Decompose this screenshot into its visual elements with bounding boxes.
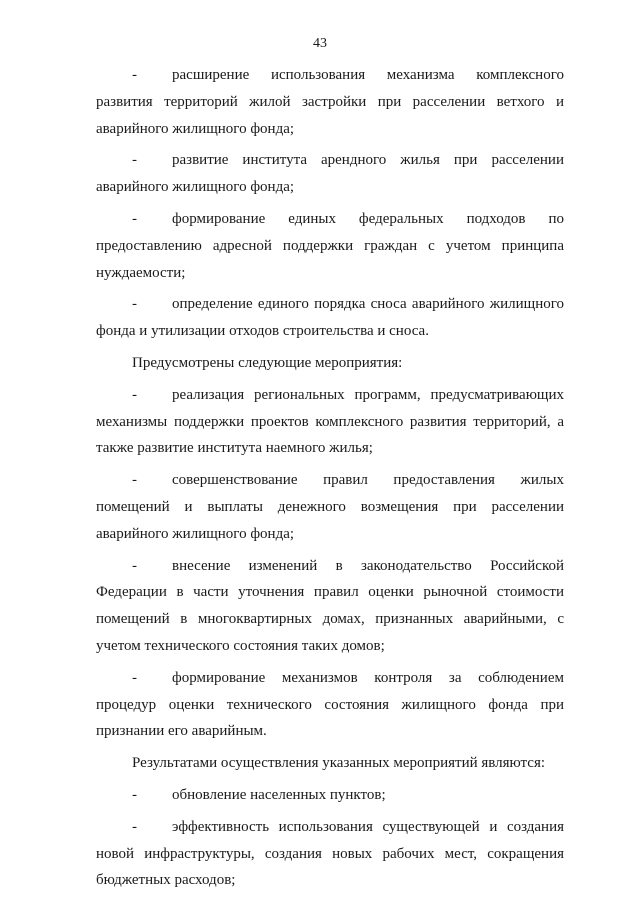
list-item-text: формирование единых федеральных подходов по предоставлению адресной поддержки граждан с учетом принципа нуждаемости; <box>96 210 564 281</box>
list-item <box>96 62 564 142</box>
list-item <box>96 147 564 201</box>
list-item-text: обновление населенных пунктов; <box>172 786 386 803</box>
list-dash: - <box>132 386 137 403</box>
list-item-text: формирование механизмов контроля за соблюдением процедур оценки технического состояния жилищного фонда при признании его аварийным. <box>96 669 564 740</box>
list-item <box>96 206 564 286</box>
paragraph: Результатами осуществления указанных мероприятий являются: <box>132 755 546 772</box>
list-dash: - <box>132 557 137 574</box>
list-dash: - <box>132 669 137 686</box>
list-item <box>96 382 564 462</box>
list-item <box>96 553 564 660</box>
list-item-text: совершенствование правил предоставления жилых помещений и выплаты денежного возмещения при расселении аварийного жилищного фонда; <box>96 472 564 542</box>
list-item-text: развитие института арендного жилья при расселении аварийного жилищного фонда; <box>96 152 564 196</box>
list-item-text: реализация региональных программ, предусматривающих механизмы поддержки проектов комплексного развития территорий, а также развитие института наемного жилья; <box>96 386 564 457</box>
paragraph: Предусмотрены следующие мероприятия: <box>132 354 403 371</box>
page-number: 43 <box>313 36 327 51</box>
list-item-text: определение единого порядка сноса аварийного жилищного фонда и утилизации отходов строительства и сноса. <box>96 296 564 340</box>
list-dash: - <box>132 786 137 803</box>
list-item <box>96 467 564 547</box>
list-dash: - <box>132 296 137 313</box>
list-item <box>96 665 564 745</box>
document-body <box>96 62 564 899</box>
list-item <box>96 814 564 894</box>
list-dash: - <box>132 210 137 227</box>
list-item <box>96 782 564 809</box>
list-dash: - <box>132 152 137 169</box>
list-item-text: эффективность использования существующей и создания новой инфраструктуры, создания новых рабочих мест, сокращения бюджетных расходов; <box>96 818 564 889</box>
list-item-text: внесение изменений в законодательство Российской Федерации в части уточнения правил оценки рыночной стоимости помещений в многоквартирных домах, признанных аварийными, с учетом технического состояния таких домов; <box>96 557 564 654</box>
list-item-text: расширение использования механизма комплексного развития территорий жилой застройки при расселении ветхого и аварийного жилищного фонда; <box>96 67 564 137</box>
list-dash: - <box>132 818 137 835</box>
list-dash: - <box>132 67 137 83</box>
list-item <box>96 291 564 345</box>
list-dash: - <box>132 472 137 489</box>
